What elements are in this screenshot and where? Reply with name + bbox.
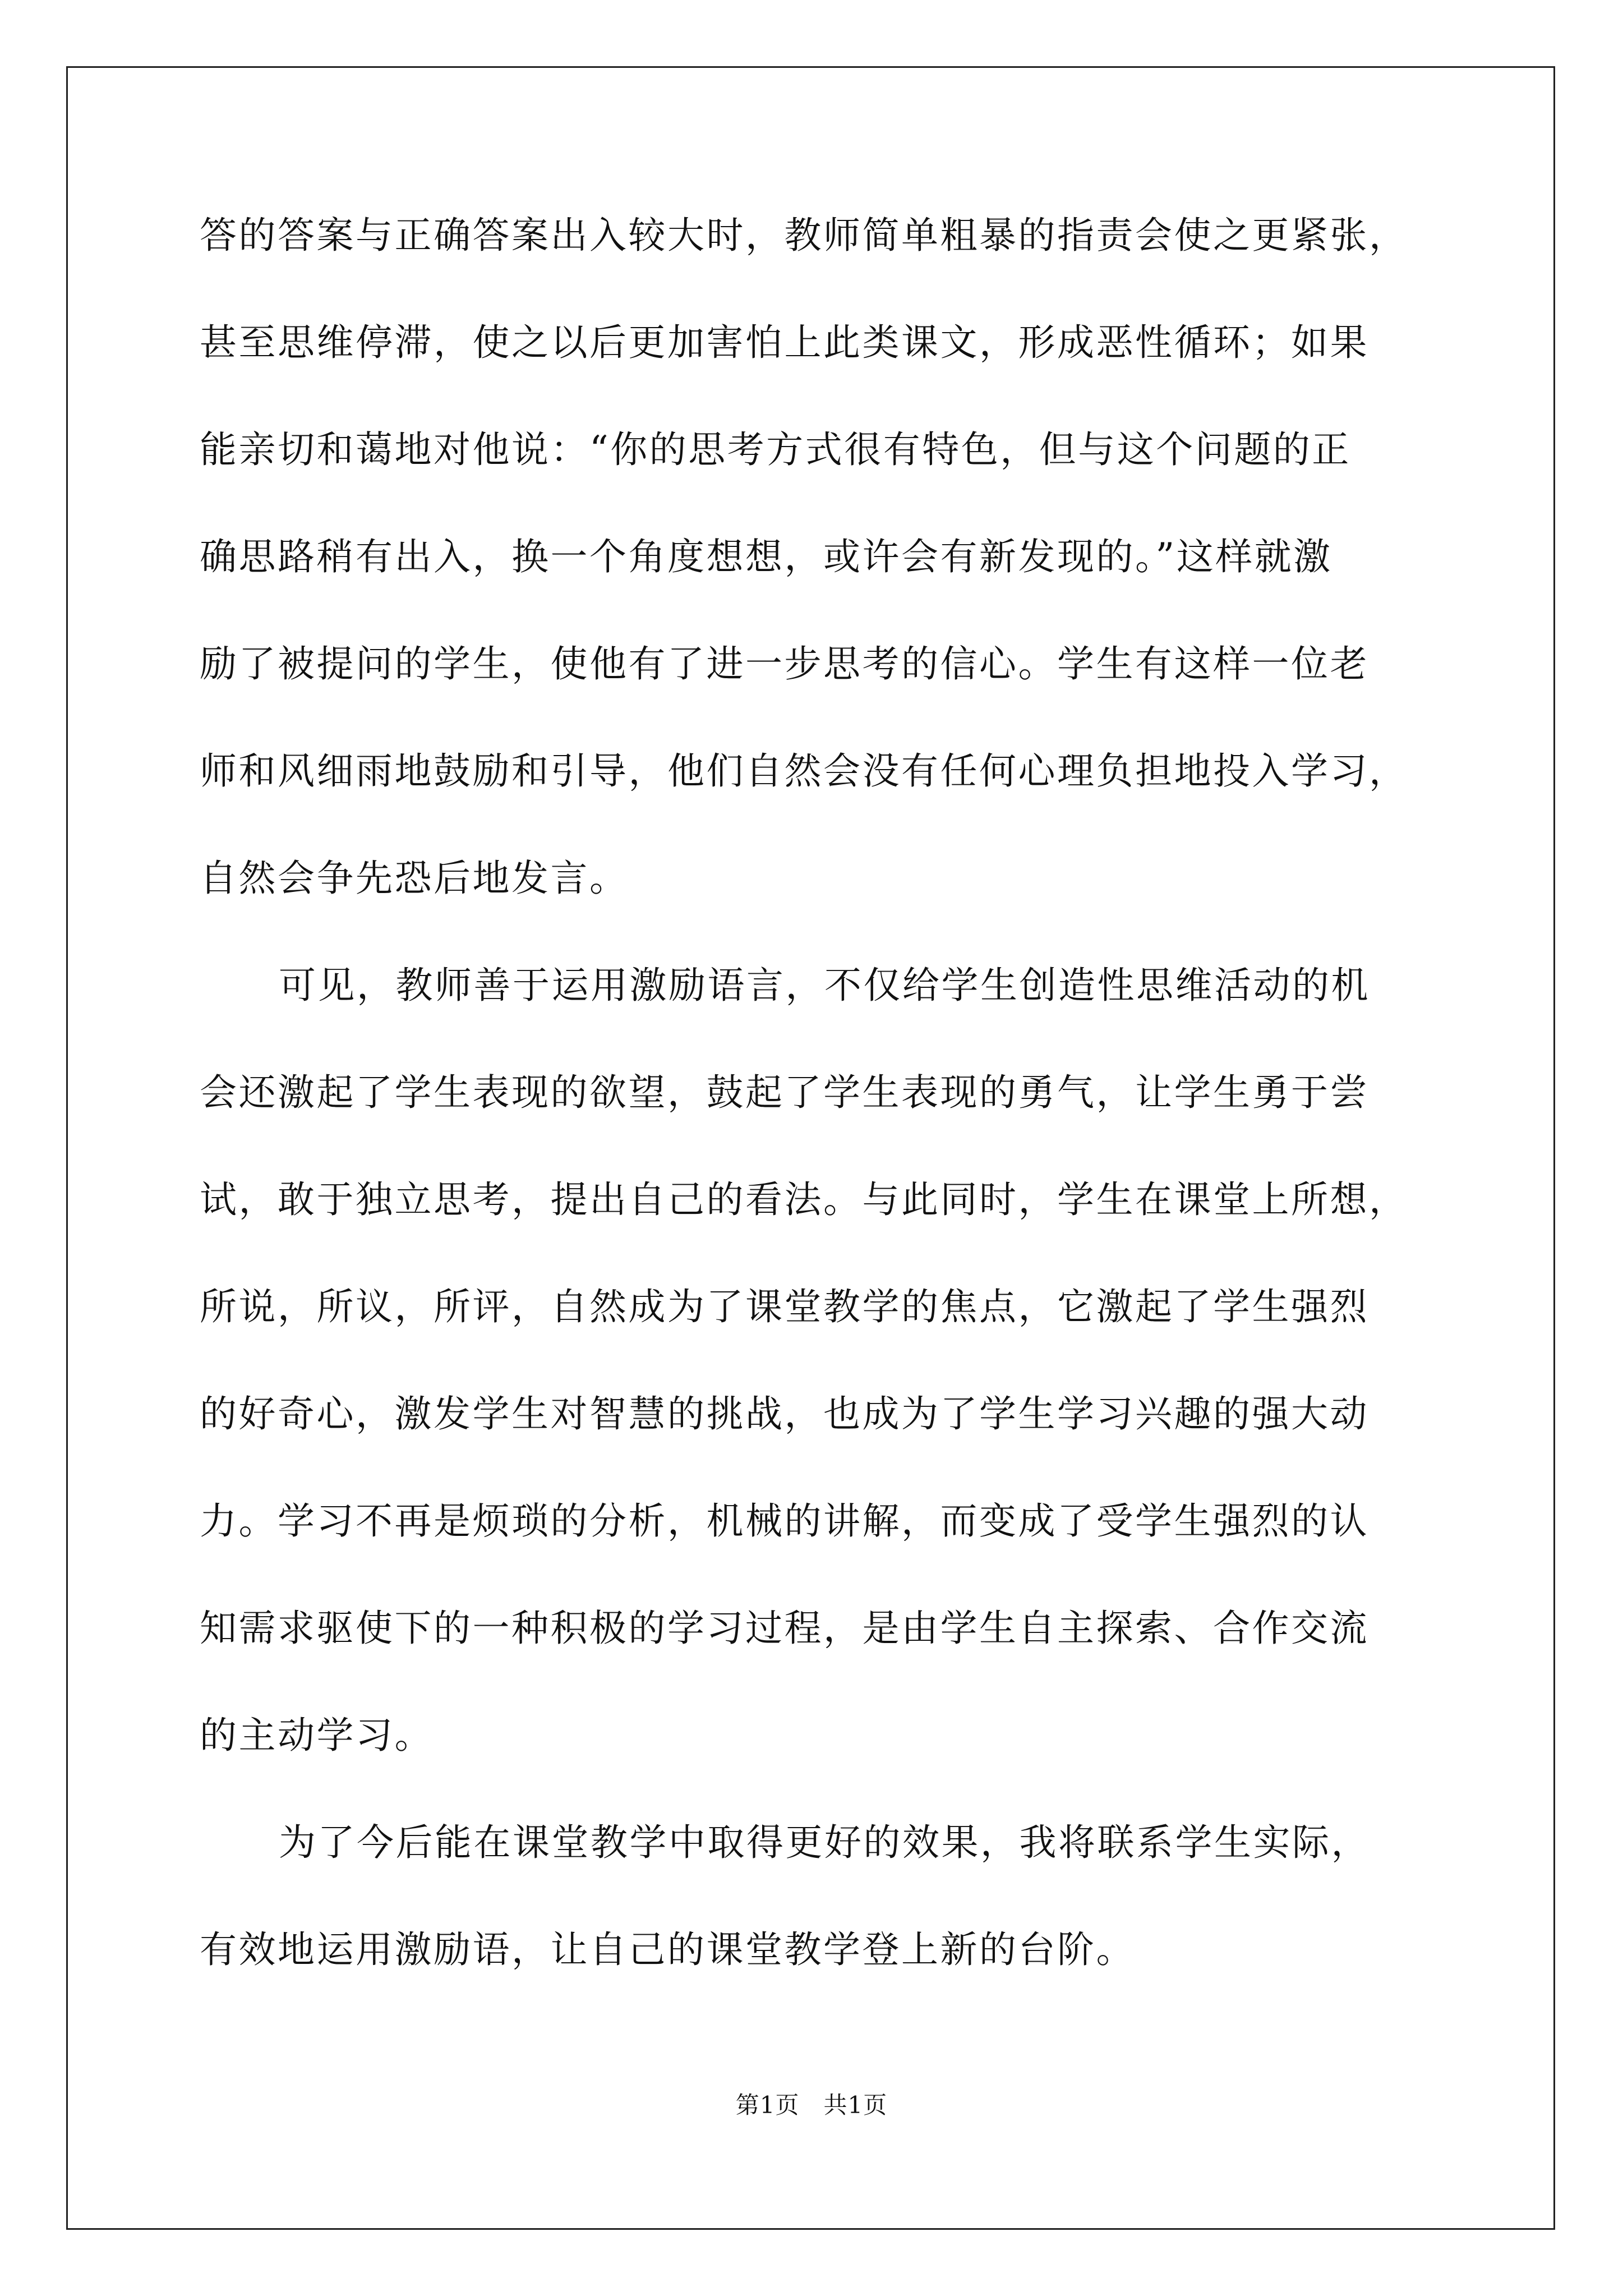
text-line: 有效地运用激励语，让自己的课堂教学登上新的台阶。 [200,1928,1135,1971]
text-line: 为了今后能在课堂教学中取得更好的效果，我将联系学生实际， [279,1821,1370,1864]
text-line: 所说，所议，所评，自然成为了课堂教学的焦点，它激起了学生强烈 [200,1285,1369,1328]
page-number-footer: 第1页 共1页 [735,2091,888,2119]
text-line: 可见，教师善于运用激励语言，不仅给学生创造性思维活动的机 [279,964,1370,1007]
text-line: 知需求驱使下的一种积极的学习过程，是由学生自主探索、合作交流 [200,1607,1369,1650]
text-line: 答的答案与正确答案出入较大时，教师简单粗暴的指责会使之更紧张， [200,214,1408,257]
text-line: 力。学习不再是烦琐的分析，机械的讲解，而变成了受学生强烈的认 [200,1499,1369,1543]
text-line: 师和风细雨地鼓励和引导，他们自然会没有任何心理负担地投入学习， [200,749,1408,793]
text-line: 的主动学习。 [200,1714,434,1757]
text-line: 甚至思维停滞，使之以后更加害怕上此类课文，形成恶性循环；如果 [200,321,1369,364]
text-line: 确思路稍有出入，换一个角度想想，或许会有新发现的。”这样就激 [200,535,1332,578]
text-line: 的好奇心，激发学生对智慧的挑战，也成为了学生学习兴趣的强大动 [200,1392,1369,1435]
text-line: 会还激起了学生表现的欲望，鼓起了学生表现的勇气，让学生勇于尝 [200,1071,1369,1114]
text-line: 试，敢于独立思考，提出自己的看法。与此同时，学生在课堂上所想， [200,1178,1408,1221]
text-line: 励了被提问的学生，使他有了进一步思考的信心。学生有这样一位老 [200,642,1369,685]
text-line: 能亲切和蔼地对他说：“你的思考方式很有特色，但与这个问题的正 [200,428,1351,471]
page-border [66,66,1555,2230]
text-line: 自然会争先恐后地发言。 [200,857,629,900]
